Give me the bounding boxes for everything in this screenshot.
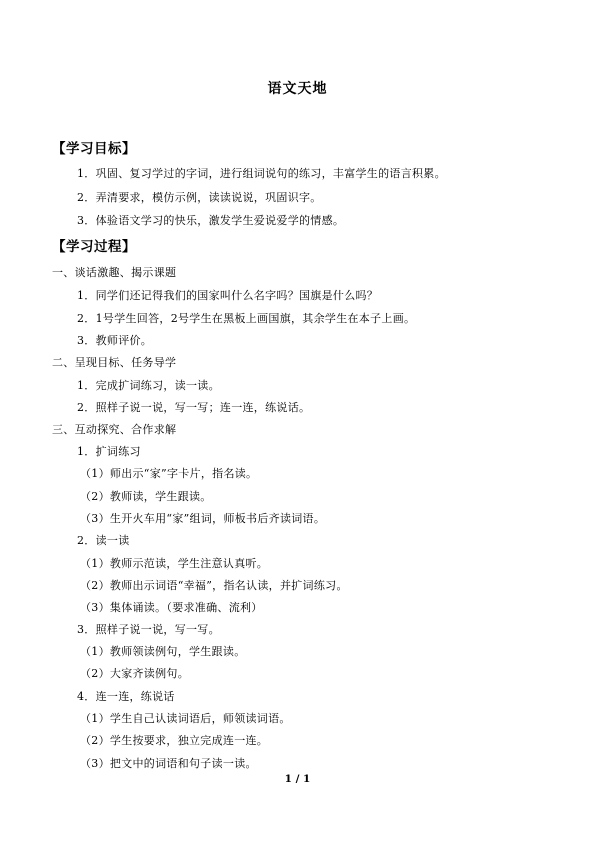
group-2-item-2: （2）教师出示词语“幸福”，指名认读，并扩词练习。 — [80, 579, 348, 592]
heading-process: 【学习过程】 — [52, 239, 136, 255]
heading-objectives: 【学习目标】 — [52, 141, 136, 157]
objective-item-3: 3．体验语文学习的快乐，激发学生爱说爱学的情感。 — [77, 214, 345, 227]
group-2-item-1: （1）教师示范读，学生注意认真听。 — [80, 557, 269, 570]
part-2-item-2: 2．照样子说一说，写一写；连一连，练说话。 — [77, 401, 311, 414]
group-title-1: 1．扩词练习 — [77, 445, 141, 458]
group-3-item-2: （2）大家齐读例句。 — [80, 667, 189, 680]
group-2-item-3: （3）集体诵读。（要求准确、流利） — [80, 601, 263, 614]
group-4-item-3: （3）把文中的词语和句子读一读。 — [80, 757, 257, 770]
group-3-item-1: （1）教师领读例句，学生跟读。 — [80, 645, 246, 658]
part-title-3: 三、互动探究、合作求解 — [52, 423, 177, 436]
objective-item-2: 2．弄清要求，模仿示例，读读说说，巩固识字。 — [77, 191, 322, 204]
part-title-2: 二、呈现目标、任务导学 — [52, 356, 177, 369]
part-1-item-3: 3．教师评价。 — [77, 334, 153, 347]
group-4-item-2: （2）学生按要求，独立完成连一连。 — [80, 734, 269, 747]
group-title-4: 4．连一连，练说话 — [77, 690, 175, 703]
group-1-item-3: （3）生开火车用“家”组词，师板书后齐读词语。 — [80, 512, 326, 525]
page-number: 1 / 1 — [284, 773, 311, 785]
group-4-item-1: （1）学生自己认读词语后，师领读词语。 — [80, 712, 291, 725]
group-title-3: 3．照样子说一说，写一写。 — [77, 623, 220, 636]
group-title-2: 2．读一读 — [77, 534, 130, 547]
part-title-1: 一、谈话激趣、揭示课题 — [52, 266, 177, 279]
objective-item-1: 1．巩固、复习学过的字词，进行组词说句的练习，丰富学生的语言积累。 — [77, 167, 446, 180]
part-1-item-2: 2．1号学生回答，2号学生在黑板上画国旗，其余学生在本子上画。 — [77, 312, 416, 325]
group-1-item-2: （2）教师读，学生跟读。 — [80, 490, 212, 503]
group-1-item-1: （1）师出示“家”字卡片，指名读。 — [80, 467, 258, 480]
part-1-item-1: 1．同学们还记得我们的国家叫什么名字吗？国旗是什么吗？ — [77, 289, 379, 302]
page-title: 语文天地 — [267, 81, 328, 97]
part-2-item-1: 1．完成扩词练习，读一读。 — [77, 379, 220, 392]
